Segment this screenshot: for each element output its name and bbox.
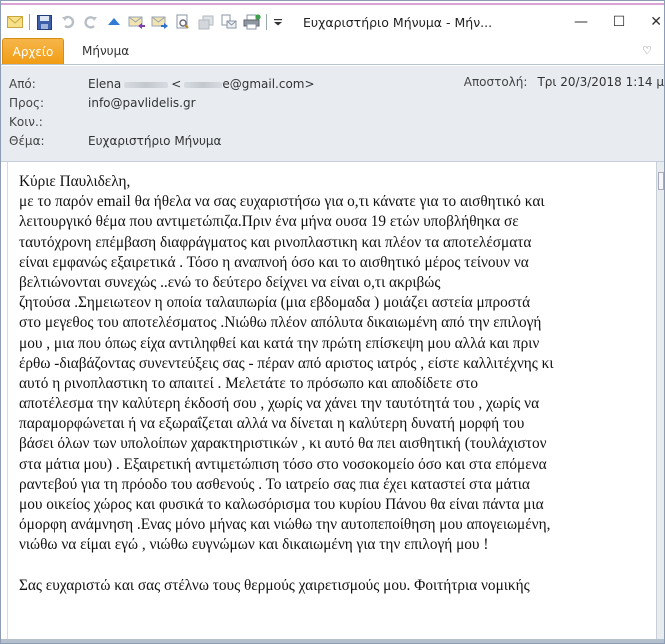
body-line: με το παρόν email θα ήθελα να σας ευχαριστήσω για ο,τι κάνατε για το αισθητικό και [19, 193, 545, 211]
sent-row [464, 75, 664, 89]
body-line: αποτέλεσμα την καλύτερη έκδοσή σου , χωρίς να χάνει την ταυτότητά του , χωρίς να [19, 395, 540, 413]
mail-icon[interactable] [6, 13, 24, 31]
ribbon-help-icon[interactable]: ♡ [642, 44, 652, 57]
redacted-email [184, 82, 222, 88]
window-controls [562, 7, 664, 37]
toolbar-separator [266, 14, 267, 30]
undo-icon[interactable] [59, 13, 77, 31]
body-line: νιώθω να είμαι εγώ , νιώθω ευγνώμων και δικαιωμένη για την επιλογή μου ! [19, 536, 489, 554]
tab-file[interactable]: Αρχείο [2, 38, 64, 64]
tab-message[interactable]: Μήνυμα [82, 44, 130, 58]
to-row [9, 94, 196, 112]
minimize-button[interactable]: — [574, 14, 588, 30]
body-line: μου οικείος χώρος και φυσικά το καλωσόρισμα του κυρίου Πάνου θα είναι πάντα μια [19, 496, 544, 513]
redo-icon[interactable] [82, 13, 100, 31]
body-line: ζητούσα .Σημειωτεον η οποία ταλαιπωρία (μια εβδομαδα ) μοιάζει αστεία μπροστά [19, 294, 531, 312]
sent-label: Αποστολή: [463, 75, 528, 89]
message-body-text [19, 172, 631, 596]
print-preview-icon[interactable] [174, 13, 192, 31]
ribbon-tabs [1, 37, 664, 65]
body-line: μου , μια που όπως είχα αντιληφθεί και κατά την πρώτη επίσκεψη μου αλλά και πριν [19, 334, 540, 352]
body-line: αυτό η ρινοπλαστικη το απαιτεί . Μελετάτε το πρόσωπο και αποδίδετε στο [19, 374, 479, 392]
redacted-surname [124, 82, 168, 88]
title-accent-bar [1, 1, 664, 5]
body-line: είναι εμφανώς εξαιρετικά . Τόσο η αναπνοή όσο και το αισθητικό μέρος τείνουν να [19, 253, 529, 271]
body-line: Κύριε Παυλιδελη, [19, 173, 131, 190]
quick-access-toolbar [1, 7, 285, 37]
body-line: λειτουργικό θέμα που αντιμετώπιζα.Πριν ένα μήνα ουσα 19 ετών υποβλήθηκα σε [19, 213, 519, 231]
sent-value: Τρι 20/3/2018 1:14 μ [537, 75, 664, 89]
save-icon[interactable] [36, 13, 54, 31]
reply-icon[interactable] [128, 13, 146, 31]
subject-label: Θέμα: [9, 134, 45, 148]
subject-value: Ευχαριστήριο Μήνυμα [88, 134, 222, 148]
to-label: Προς: [9, 96, 45, 110]
from-name: Elena [88, 77, 122, 91]
vertical-scrollbar[interactable] [656, 162, 664, 639]
body-line: Σας ευχαριστώ και σας στέλνω τους θερμούς χαιρετισμούς μου. Φοιτήτρια νομικής [19, 576, 530, 594]
from-email-suffix: e@gmail.com> [222, 77, 315, 91]
from-label: Από: [9, 77, 36, 91]
body-line: βάσει όλων των υπολοίπων χαρακτηριστικών , κι αυτό θα πει αισθητική (τουλάχιστον [19, 435, 547, 453]
body-blank-line [19, 556, 631, 576]
previous-item-icon[interactable] [105, 13, 123, 31]
body-line: στα μάτια μου) . Εξαιρετική αντιμετώπιση τόσο στο νοσοκομείο όσο και στα επόμενα [19, 455, 547, 473]
maximize-button[interactable]: ☐ [612, 14, 626, 30]
scrollbar-thumb[interactable] [658, 172, 664, 190]
body-line: παραμορφώνεται ή να εξωραΐζεται αλλά να δίνεται η καλύτερη δυνατή μορφή του [19, 415, 525, 433]
close-button[interactable]: ✕ [650, 14, 662, 30]
copy-mail-icon[interactable] [220, 13, 238, 31]
body-line: έρθω -διαβάζοντας συνεντεύξεις σας - πέραν από αριστος ιατρός , είστε καλλιτέχνης κι [19, 354, 554, 372]
title-bar [1, 7, 664, 37]
from-value[interactable] [88, 77, 315, 91]
to-value[interactable]: info@pavlidelis.gr [88, 96, 196, 110]
cc-label: Κοιν.: [9, 115, 43, 129]
move-icon[interactable] [197, 13, 215, 31]
window-title: Ευχαριστήριο Μήνυμα - Μήν... [303, 14, 493, 30]
subject-row [9, 132, 221, 150]
body-line: στο μεγεθος του αποτελέσματος .Νιώθω πλέον απόλυτα δικαιωμένη από την επιλογή [19, 314, 542, 332]
message-header [1, 66, 664, 162]
forward-icon[interactable] [151, 13, 169, 31]
body-line: όμορφη ανάμνηση .Ενας μόνο μήνας και νιώθω την αυτοπεποίθηση μου απογειωμένη, [19, 516, 551, 534]
customize-dropdown-icon[interactable] [273, 13, 283, 31]
print-icon[interactable] [243, 13, 261, 31]
cc-row [9, 113, 88, 131]
body-line: ταυτόχρονη επέμβαση διαφράγματος και ρινοπλαστικη και πλέον τα αποτελέσματα [19, 233, 532, 251]
body-line: βελτιώνονται συνεχώς ..ενώ το δεύτερο δείχνει να είναι ο,τι ακριβώς [19, 273, 441, 291]
window-bottom-border [1, 639, 664, 643]
from-email-prefix: < [171, 77, 182, 91]
from-row [9, 75, 315, 93]
message-body[interactable] [7, 162, 656, 639]
body-line: ραντεβού για τη πρόοδο του ασθενούς . Το ιατρείο σας πια έχει καταστεί στα μάτια [19, 475, 530, 493]
toolbar-separator [29, 14, 30, 30]
